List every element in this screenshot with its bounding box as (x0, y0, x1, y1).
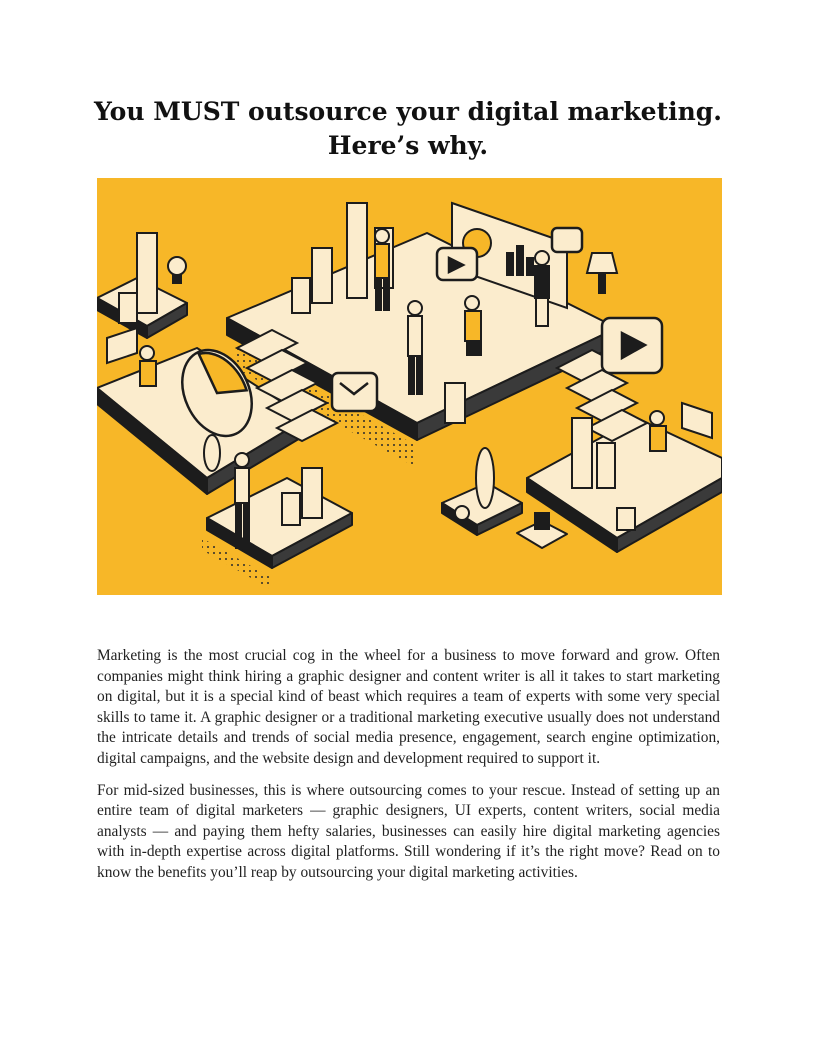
page-title (60, 95, 756, 163)
title-line-1: You MUST outsource your digital marketing. (93, 97, 722, 126)
title-line-2: Here’s why. (327, 131, 489, 160)
article-body (97, 646, 720, 895)
paragraph-1: Marketing is the most crucial cog in the wheel for a business to move forward and grow. Often companies might think hiring a graphic designer and content writer is all it takes to start marketing on digital, but it is a special kind of beast which requires a team of experts with some very special skills to tame it. A graphic designer or a traditional marketing executive usually does not understand the intricate details and trends of social media presence, engagement, search engine optimization, digital campaigns, and the website design and development required to support it. (97, 647, 720, 767)
marketing-team-illustration (97, 178, 722, 595)
paragraph-2: For mid-sized businesses, this is where outsourcing comes to your rescue. Instead of setting up an entire team of digital marketers — graphic designers, UI experts, content writers, social media analysts — and paying them hefty salaries, businesses can easily hire digital marketing agencies with in-depth expertise across digital platforms. Still wondering if it’s the right move? Read on to know the benefits you’ll reap by outsourcing your digital marketing activities. (97, 781, 720, 881)
isometric-office-icon (97, 178, 722, 595)
